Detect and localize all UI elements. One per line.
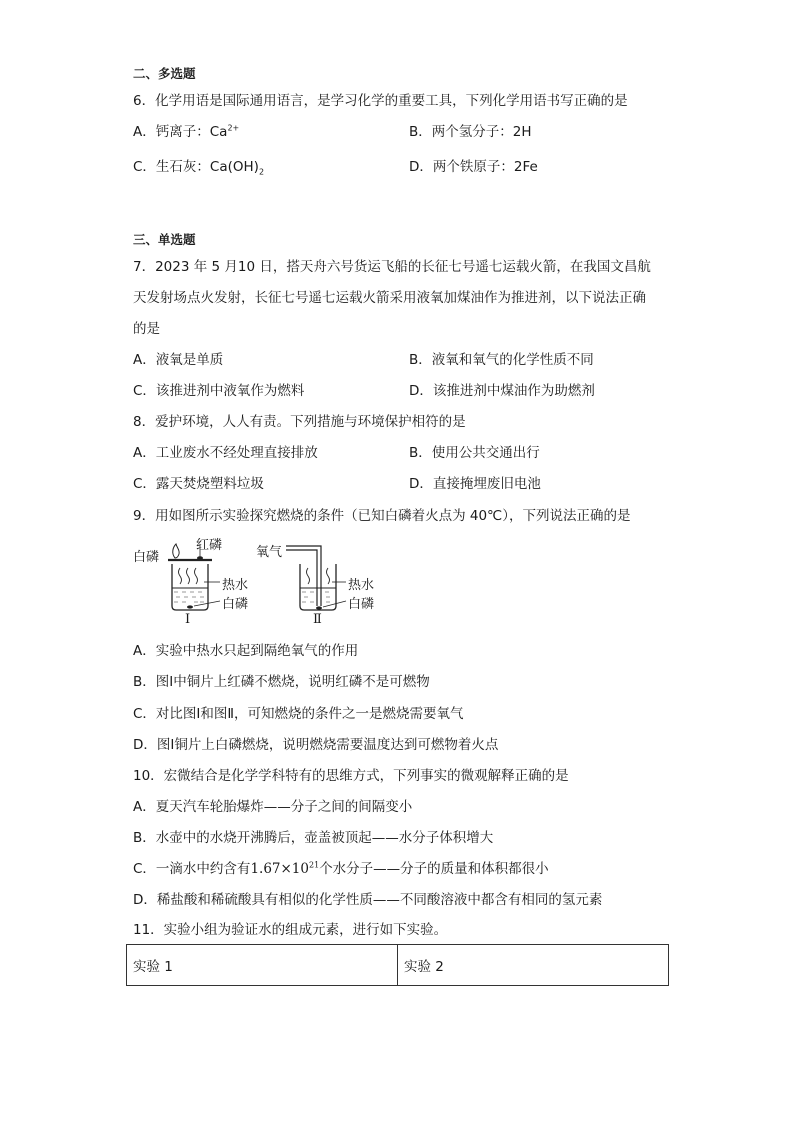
beaker-2 <box>300 564 336 610</box>
fig-label-hot-water-1: 热水 <box>222 578 249 593</box>
fig-label-oxygen: 氧气 <box>256 545 283 560</box>
table-header-experiment-1: 实验 1 <box>127 945 398 986</box>
white-phosphorus-underwater-1 <box>187 605 193 608</box>
q10-option-c-suffix: 个水分子——分子的质量和体积都很小 <box>319 861 549 877</box>
q7-option-b[interactable]: B．液氧和氧气的化学性质不同 <box>409 352 594 368</box>
section-title-single-choice: 三、单选题 <box>133 232 196 247</box>
fig-label-figure-1: Ⅰ <box>185 612 191 627</box>
q9-option-b[interactable]: B．图Ⅰ中铜片上红磷不燃烧，说明红磷不是可燃物 <box>133 674 430 690</box>
section-title-multiple-choice: 二、多选题 <box>133 66 196 81</box>
q10-option-d[interactable]: D．稀盐酸和稀硫酸具有相似的化学性质——不同酸溶液中都含有相同的氢元素 <box>133 892 603 908</box>
fig-label-white-phosphorus-1: 白磷 <box>222 597 249 612</box>
q9-option-c[interactable]: C．对比图Ⅰ和图Ⅱ，可知燃烧的条件之一是燃烧需要氧气 <box>133 706 464 722</box>
fig-label-white-phosphorus-2: 白磷 <box>348 597 375 612</box>
water-hatching-1 <box>174 592 204 602</box>
oxygen-tube-outer <box>286 546 321 606</box>
q6-option-c-subscript: 2 <box>258 167 265 177</box>
q6-option-c-text: C．生石灰：Ca(OH) <box>133 159 259 175</box>
q8-option-b[interactable]: B．使用公共交通出行 <box>409 445 540 461</box>
q6-option-d[interactable]: D．两个铁原子：2Fe <box>409 159 538 175</box>
q7-option-c[interactable]: C．该推进剂中液氧作为燃料 <box>133 383 305 399</box>
q8-option-c[interactable]: C．露天焚烧塑料垃圾 <box>133 476 264 492</box>
question-7-stem-line-3: 的是 <box>133 321 160 337</box>
q9-option-d[interactable]: D．图Ⅰ铜片上白磷燃烧，说明燃烧需要温度达到可燃物着火点 <box>133 737 499 753</box>
steam-1c <box>195 568 198 584</box>
question-8-stem: 8．爱护环境，人人有责。下列措施与环境保护相符的是 <box>133 414 466 430</box>
q6-option-a-charge: 2+ <box>227 123 240 133</box>
q6-option-b[interactable]: B．两个氢分子：2H <box>409 124 532 140</box>
steam-1b <box>187 568 190 584</box>
question-7-stem-line-1: 7．2023 年 5 月10 日，搭天舟六号货运飞船的长征七号遥七运载火箭，在我国文昌航 <box>133 259 651 275</box>
figure-1-beaker-setup <box>168 544 220 610</box>
beaker-1 <box>172 564 208 610</box>
steam-1a <box>179 568 182 584</box>
figure-2-beaker-setup <box>286 546 346 610</box>
steam-2b <box>327 568 330 584</box>
q8-option-d[interactable]: D．直接掩埋废旧电池 <box>409 476 541 492</box>
question-10-stem: 10．宏微结合是化学学科特有的思维方式，下列事实的微观解释正确的是 <box>133 768 569 784</box>
q6-option-c[interactable] <box>133 155 264 177</box>
table-row <box>127 945 669 986</box>
question-11-stem: 11．实验小组为验证水的组成元素，进行如下实验。 <box>133 922 448 938</box>
table-header-experiment-2: 实验 2 <box>398 945 669 986</box>
fig-label-figure-2: Ⅱ <box>313 612 322 627</box>
q6-option-a-text: A．钙离子：Ca <box>133 124 228 140</box>
oxygen-tube-inner <box>286 550 317 606</box>
question-7-stem-line-2: 天发射场点火发射，长征七号遥七运载火箭采用液氧加煤油作为推进剂，以下说法正确 <box>133 290 646 306</box>
q10-option-c-number: 1.67×10 <box>250 861 309 877</box>
steam-2a <box>307 568 310 584</box>
question-9-stem: 9．用如图所示实验探究燃烧的条件（已知白磷着火点为 40℃），下列说法正确的是 <box>133 508 631 524</box>
fig-label-red-phosphorus: 红磷 <box>196 538 223 553</box>
q9-option-a[interactable]: A．实验中热水只起到隔绝氧气的作用 <box>133 643 359 659</box>
white-phosphorus-underwater-2 <box>316 606 322 609</box>
water-hatching-2 <box>302 592 330 602</box>
q6-option-a[interactable] <box>133 120 239 140</box>
q10-option-a[interactable]: A．夏天汽车轮胎爆炸——分子之间的间隔变小 <box>133 799 413 815</box>
fig-label-hot-water-2: 热水 <box>348 578 375 593</box>
fig-label-white-phosphorus-top: 白磷 <box>133 550 160 565</box>
q8-option-a[interactable]: A．工业废水不经处理直接排放 <box>133 445 318 461</box>
q7-option-d[interactable]: D．该推进剂中煤油作为助燃剂 <box>409 383 595 399</box>
q10-option-c-prefix: C．一滴水中约含有 <box>133 861 251 877</box>
q10-option-b[interactable]: B．水壶中的水烧开沸腾后，壶盖被顶起——水分子体积增大 <box>133 830 494 846</box>
question-6-stem: 6．化学用语是国际通用语言，是学习化学的重要工具，下列化学用语书写正确的是 <box>133 93 628 109</box>
flame-icon <box>173 544 179 558</box>
q10-option-c[interactable] <box>133 857 549 877</box>
q7-option-a[interactable]: A．液氧是单质 <box>133 352 224 368</box>
q10-option-c-exponent: 21 <box>309 860 320 870</box>
experiment-table <box>126 944 669 986</box>
